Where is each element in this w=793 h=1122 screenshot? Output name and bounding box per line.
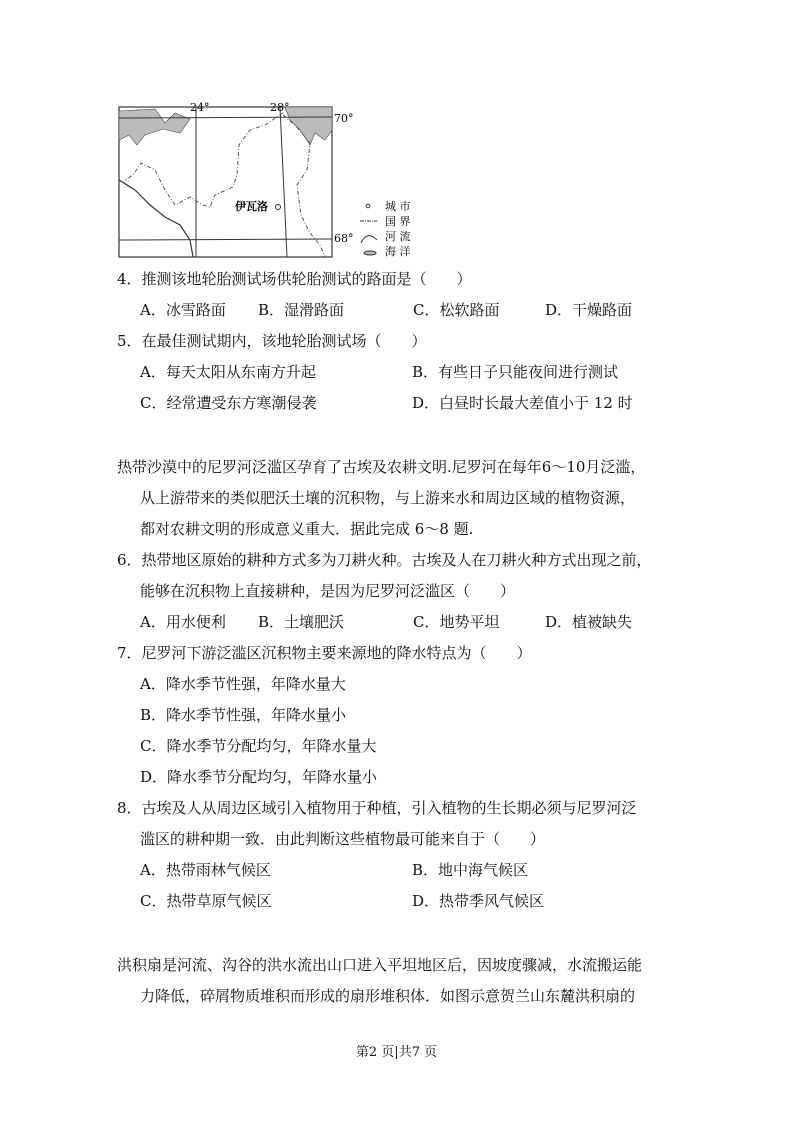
river-line [119, 180, 193, 257]
option: B．有些日子只能夜间进行测试 [412, 363, 619, 381]
option: C．松软路面 [413, 301, 500, 319]
option: C．地势平坦 [413, 613, 500, 631]
option: D．干燥路面 [545, 301, 633, 319]
option: C．热带草原气候区 [140, 892, 272, 910]
question-4-stem: 4．推测该地轮胎测试场供轮胎测试的路面是（ ） [117, 270, 472, 288]
passage-line: 力降低，碎屑物质堆积而形成的扇形堆积体．如图示意贺兰山东麓洪积扇的 [140, 987, 636, 1005]
option: C．经常遭受东方寒潮侵袭 [140, 394, 317, 412]
option: D．植被缺失 [545, 613, 633, 631]
legend-label: 河 流 [385, 230, 411, 243]
passage-line: 热带沙漠中的尼罗河泛滥区孕育了古埃及农耕文明.尼罗河在每年6～10月泛滥， [117, 458, 646, 476]
option: B．降水季节性强，年降水量小 [140, 706, 347, 724]
passage-line: 从上游带来的类似肥沃土壤的沉积物，与上游来水和周边区域的植物资源， [140, 489, 636, 507]
lat-label: 68° [334, 232, 354, 245]
option: B．湿滑路面 [258, 301, 345, 319]
option: A．降水季节性强，年降水量大 [140, 675, 346, 693]
ocean-icon [364, 251, 376, 255]
border-line [283, 115, 325, 257]
question-5-stem: 5．在最佳测试期内，该地轮胎测试场（ ） [117, 332, 427, 350]
passage-line: 都对农耕文明的形成意义重大．据此完成 6～8 题. [140, 520, 474, 538]
option: A．热带雨林气候区 [140, 861, 271, 879]
option: D．白昼时长最大差值小于 12 时 [412, 394, 633, 412]
lon-label: 24° [190, 101, 210, 114]
passage-line: 洪积扇是河流、沟谷的洪水流出山口进入平坦地区后，因坡度骤减，水流搬运能 [117, 956, 643, 974]
ocean-area [119, 109, 190, 145]
ocean-area [285, 107, 332, 145]
city-icon [276, 205, 281, 210]
option: A．用水便利 [140, 613, 226, 631]
question-6-stem: 能够在沉积物上直接耕种，是因为尼罗河泛滥区（ ） [140, 582, 516, 600]
legend-label: 海 洋 [385, 245, 411, 258]
option: C．降水季节分配均匀，年降水量大 [140, 737, 377, 755]
option: D．降水季节分配均匀，年降水量小 [140, 768, 378, 786]
option: D．热带季风气候区 [412, 892, 545, 910]
page-footer: 第2 页|共7 页 [355, 1045, 438, 1060]
option: A．冰雪路面 [140, 301, 226, 319]
legend-label: 城 市 [385, 200, 411, 213]
city-icon [366, 204, 370, 208]
lon-label: 28° [270, 101, 290, 114]
question-8-stem: 滥区的耕种期一致．由此判断这些植物最可能来自于（ ） [140, 830, 546, 848]
map-figure [115, 95, 435, 260]
option: B．地中海气候区 [412, 861, 529, 879]
river-icon [361, 236, 377, 243]
question-8-stem: 8．古埃及人从周边区域引入植物用于种植，引入植物的生长期必须与尼罗河泛 [117, 799, 637, 817]
city-label: 伊瓦洛 [235, 200, 268, 213]
lat-label: 70° [334, 112, 354, 125]
question-7-stem: 7．尼罗河下游泛滥区沉积物主要来源地的降水特点为（ ） [117, 644, 532, 662]
option: B．土壤肥沃 [258, 613, 345, 631]
option: A．每天太阳从东南方升起 [140, 363, 316, 381]
question-6-stem: 6．热带地区原始的耕种方式多为刀耕火种。古埃及人在刀耕火种方式出现之前， [117, 551, 652, 569]
legend-label: 国 界 [385, 215, 411, 228]
